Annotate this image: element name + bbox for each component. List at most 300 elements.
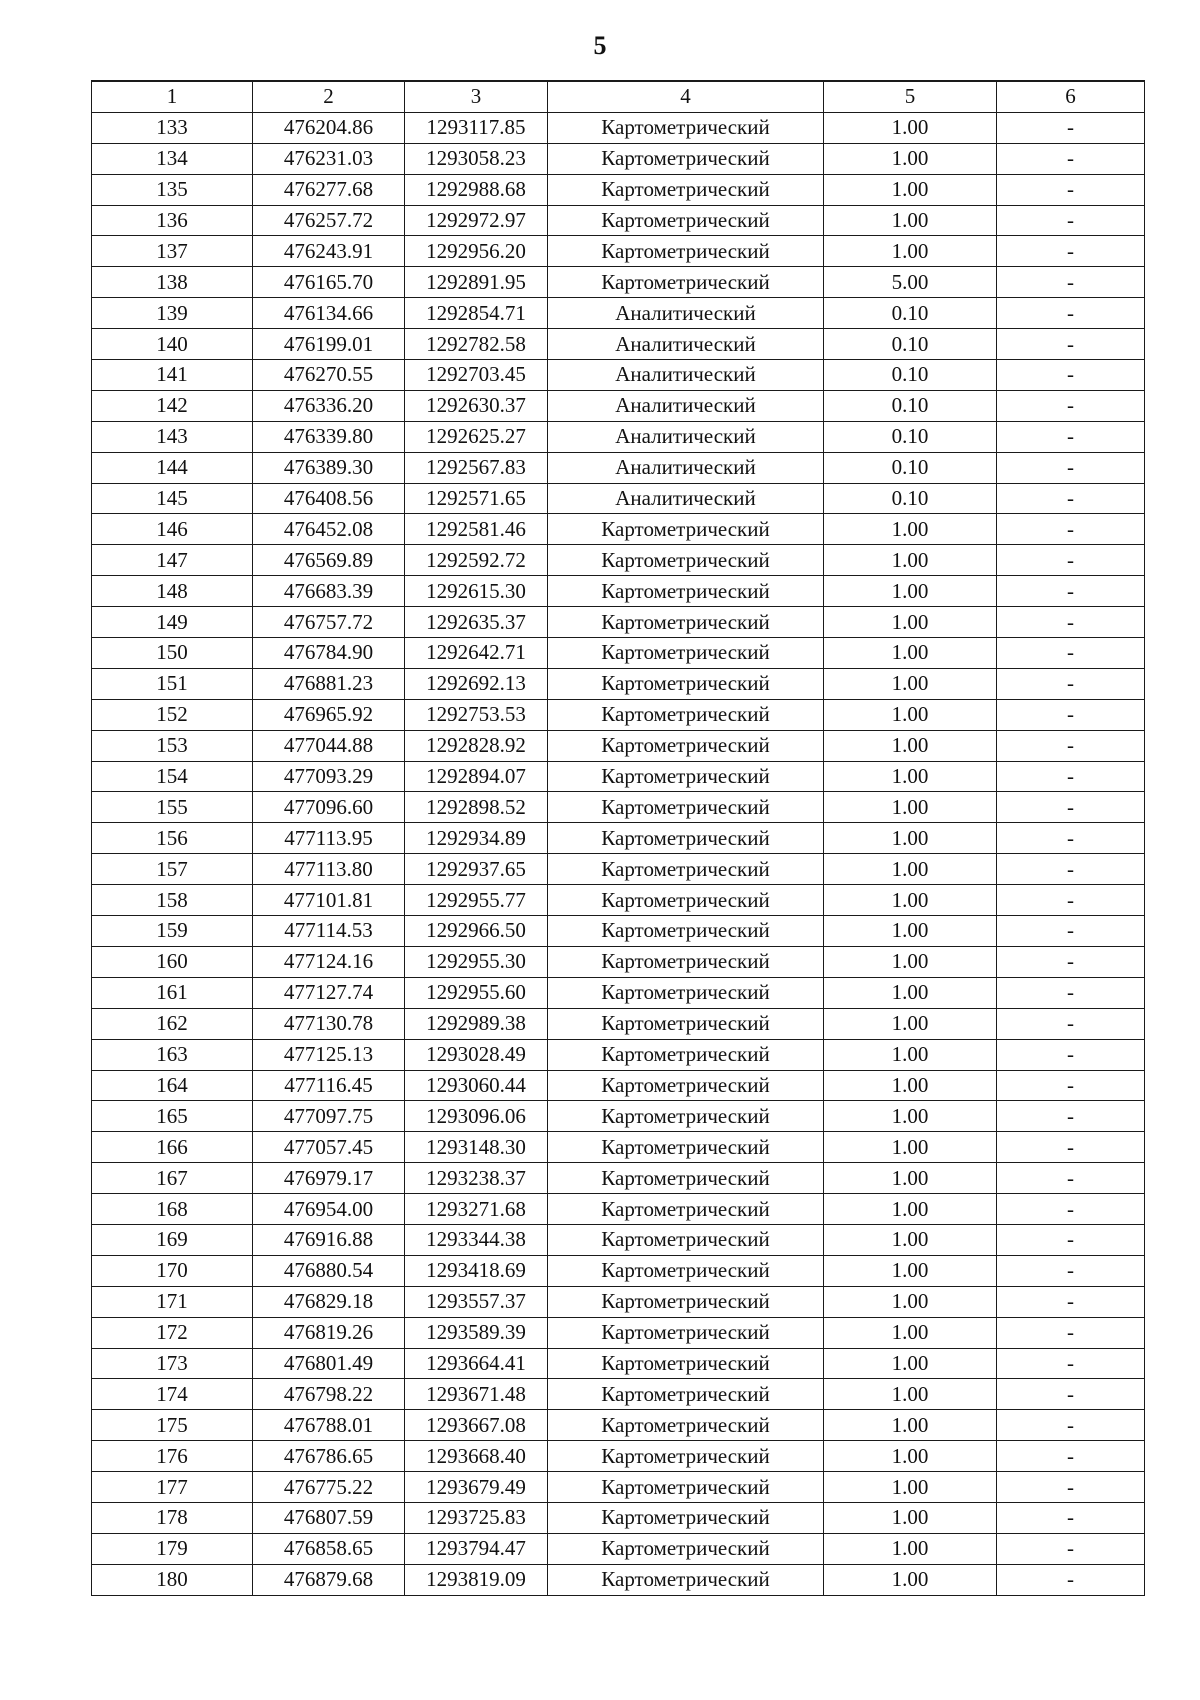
y-coordinate-cell: 1293060.44 [405, 1070, 548, 1101]
x-coordinate-cell: 476829.18 [253, 1286, 405, 1317]
table-row [92, 1286, 1145, 1317]
method-cell: Картометрический [548, 1163, 824, 1194]
accuracy-cell: 1.00 [824, 514, 997, 545]
point-number-cell: 173 [92, 1348, 253, 1379]
method-cell: Картометрический [548, 174, 824, 205]
accuracy-cell: 1.00 [824, 1533, 997, 1564]
accuracy-cell: 1.00 [824, 916, 997, 947]
y-coordinate-cell: 1293344.38 [405, 1224, 548, 1255]
page-number: 5 [593, 31, 607, 60]
accuracy-cell: 1.00 [824, 1008, 997, 1039]
point-number-cell: 148 [92, 576, 253, 607]
accuracy-cell: 1.00 [824, 761, 997, 792]
note-cell: - [997, 1132, 1145, 1163]
x-coordinate-cell: 476134.66 [253, 298, 405, 329]
y-coordinate-cell: 1292988.68 [405, 174, 548, 205]
column-header-3: 3 [405, 81, 548, 112]
point-number-cell: 139 [92, 298, 253, 329]
method-cell: Картометрический [548, 638, 824, 669]
y-coordinate-cell: 1292894.07 [405, 761, 548, 792]
method-cell: Аналитический [548, 329, 824, 360]
x-coordinate-cell: 476339.80 [253, 421, 405, 452]
y-coordinate-cell: 1292642.71 [405, 638, 548, 669]
accuracy-cell: 1.00 [824, 236, 997, 267]
y-coordinate-cell: 1292955.30 [405, 946, 548, 977]
note-cell: - [997, 1348, 1145, 1379]
x-coordinate-cell: 476807.59 [253, 1502, 405, 1533]
note-cell: - [997, 1317, 1145, 1348]
note-cell: - [997, 1039, 1145, 1070]
y-coordinate-cell: 1292692.13 [405, 668, 548, 699]
y-coordinate-cell: 1292956.20 [405, 236, 548, 267]
table-header [92, 81, 1145, 112]
table-row [92, 143, 1145, 174]
note-cell: - [997, 421, 1145, 452]
accuracy-cell: 1.00 [824, 1472, 997, 1503]
x-coordinate-cell: 476954.00 [253, 1194, 405, 1225]
x-coordinate-cell: 476965.92 [253, 699, 405, 730]
method-cell: Картометрический [548, 1379, 824, 1410]
table-row [92, 1533, 1145, 1564]
note-cell: - [997, 1224, 1145, 1255]
y-coordinate-cell: 1292615.30 [405, 576, 548, 607]
note-cell: - [997, 1163, 1145, 1194]
y-coordinate-cell: 1292854.71 [405, 298, 548, 329]
y-coordinate-cell: 1292934.89 [405, 823, 548, 854]
method-cell: Картометрический [548, 1348, 824, 1379]
accuracy-cell: 1.00 [824, 1441, 997, 1472]
table-row [92, 977, 1145, 1008]
point-number-cell: 168 [92, 1194, 253, 1225]
y-coordinate-cell: 1293668.40 [405, 1441, 548, 1472]
accuracy-cell: 1.00 [824, 977, 997, 1008]
y-coordinate-cell: 1292592.72 [405, 545, 548, 576]
table-row [92, 1379, 1145, 1410]
method-cell: Картометрический [548, 112, 824, 143]
x-coordinate-cell: 476801.49 [253, 1348, 405, 1379]
table-row [92, 792, 1145, 823]
method-cell: Картометрический [548, 730, 824, 761]
table-row [92, 1502, 1145, 1533]
method-cell: Картометрический [548, 545, 824, 576]
method-cell: Аналитический [548, 298, 824, 329]
accuracy-cell: 1.00 [824, 545, 997, 576]
method-cell: Картометрический [548, 143, 824, 174]
method-cell: Картометрический [548, 1224, 824, 1255]
point-number-cell: 175 [92, 1410, 253, 1441]
method-cell: Картометрический [548, 885, 824, 916]
note-cell: - [997, 1255, 1145, 1286]
y-coordinate-cell: 1292630.37 [405, 390, 548, 421]
point-number-cell: 143 [92, 421, 253, 452]
point-number-cell: 157 [92, 854, 253, 885]
table-row [92, 730, 1145, 761]
accuracy-cell: 1.00 [824, 1224, 997, 1255]
note-cell: - [997, 576, 1145, 607]
x-coordinate-cell: 477096.60 [253, 792, 405, 823]
point-number-cell: 160 [92, 946, 253, 977]
x-coordinate-cell: 476880.54 [253, 1255, 405, 1286]
table-row [92, 761, 1145, 792]
point-number-cell: 174 [92, 1379, 253, 1410]
y-coordinate-cell: 1292635.37 [405, 607, 548, 638]
note-cell: - [997, 112, 1145, 143]
y-coordinate-cell: 1292571.65 [405, 483, 548, 514]
point-number-cell: 144 [92, 452, 253, 483]
y-coordinate-cell: 1293148.30 [405, 1132, 548, 1163]
table-row [92, 236, 1145, 267]
point-number-cell: 147 [92, 545, 253, 576]
accuracy-cell: 1.00 [824, 885, 997, 916]
x-coordinate-cell: 476231.03 [253, 143, 405, 174]
x-coordinate-cell: 476979.17 [253, 1163, 405, 1194]
column-header-4: 4 [548, 81, 824, 112]
y-coordinate-cell: 1292567.83 [405, 452, 548, 483]
table-row [92, 1441, 1145, 1472]
y-coordinate-cell: 1292891.95 [405, 267, 548, 298]
method-cell: Картометрический [548, 1502, 824, 1533]
y-coordinate-cell: 1293671.48 [405, 1379, 548, 1410]
y-coordinate-cell: 1292955.60 [405, 977, 548, 1008]
accuracy-cell: 1.00 [824, 112, 997, 143]
point-number-cell: 170 [92, 1255, 253, 1286]
accuracy-cell: 0.10 [824, 298, 997, 329]
note-cell: - [997, 761, 1145, 792]
x-coordinate-cell: 476389.30 [253, 452, 405, 483]
table-row [92, 946, 1145, 977]
accuracy-cell: 1.00 [824, 1502, 997, 1533]
table-row [92, 421, 1145, 452]
y-coordinate-cell: 1292753.53 [405, 699, 548, 730]
table-row [92, 823, 1145, 854]
table-row [92, 699, 1145, 730]
x-coordinate-cell: 477116.45 [253, 1070, 405, 1101]
table-row [92, 668, 1145, 699]
point-number-cell: 171 [92, 1286, 253, 1317]
x-coordinate-cell: 476243.91 [253, 236, 405, 267]
point-number-cell: 138 [92, 267, 253, 298]
x-coordinate-cell: 476569.89 [253, 545, 405, 576]
method-cell: Картометрический [548, 1441, 824, 1472]
x-coordinate-cell: 476165.70 [253, 267, 405, 298]
point-number-cell: 163 [92, 1039, 253, 1070]
accuracy-cell: 1.00 [824, 730, 997, 761]
table-row [92, 545, 1145, 576]
table-row [92, 1008, 1145, 1039]
x-coordinate-cell: 477097.75 [253, 1101, 405, 1132]
table-row [92, 1039, 1145, 1070]
method-cell: Картометрический [548, 1533, 824, 1564]
note-cell: - [997, 1472, 1145, 1503]
y-coordinate-cell: 1292782.58 [405, 329, 548, 360]
accuracy-cell: 1.00 [824, 1039, 997, 1070]
table-row [92, 854, 1145, 885]
table-row [92, 390, 1145, 421]
method-cell: Картометрический [548, 977, 824, 1008]
note-cell: - [997, 885, 1145, 916]
point-number-cell: 155 [92, 792, 253, 823]
point-number-cell: 162 [92, 1008, 253, 1039]
point-number-cell: 159 [92, 916, 253, 947]
y-coordinate-cell: 1293058.23 [405, 143, 548, 174]
x-coordinate-cell: 477101.81 [253, 885, 405, 916]
note-cell: - [997, 236, 1145, 267]
method-cell: Картометрический [548, 1564, 824, 1595]
method-cell: Аналитический [548, 421, 824, 452]
x-coordinate-cell: 476408.56 [253, 483, 405, 514]
method-cell: Картометрический [548, 1008, 824, 1039]
accuracy-cell: 1.00 [824, 174, 997, 205]
y-coordinate-cell: 1293028.49 [405, 1039, 548, 1070]
table-row [92, 267, 1145, 298]
table-row [92, 205, 1145, 236]
point-number-cell: 153 [92, 730, 253, 761]
accuracy-cell: 5.00 [824, 267, 997, 298]
point-number-cell: 178 [92, 1502, 253, 1533]
table-row [92, 885, 1145, 916]
accuracy-cell: 1.00 [824, 854, 997, 885]
method-cell: Картометрический [548, 792, 824, 823]
method-cell: Картометрический [548, 1070, 824, 1101]
accuracy-cell: 1.00 [824, 823, 997, 854]
note-cell: - [997, 916, 1145, 947]
accuracy-cell: 0.10 [824, 421, 997, 452]
note-cell: - [997, 143, 1145, 174]
x-coordinate-cell: 476786.65 [253, 1441, 405, 1472]
note-cell: - [997, 329, 1145, 360]
note-cell: - [997, 360, 1145, 391]
method-cell: Картометрический [548, 514, 824, 545]
table-row [92, 112, 1145, 143]
method-cell: Аналитический [548, 483, 824, 514]
point-number-cell: 141 [92, 360, 253, 391]
point-number-cell: 137 [92, 236, 253, 267]
note-cell: - [997, 977, 1145, 1008]
method-cell: Картометрический [548, 761, 824, 792]
y-coordinate-cell: 1293794.47 [405, 1533, 548, 1564]
note-cell: - [997, 730, 1145, 761]
accuracy-cell: 0.10 [824, 360, 997, 391]
note-cell: - [997, 823, 1145, 854]
point-number-cell: 146 [92, 514, 253, 545]
table-row [92, 360, 1145, 391]
note-cell: - [997, 1564, 1145, 1595]
accuracy-cell: 1.00 [824, 1163, 997, 1194]
x-coordinate-cell: 476788.01 [253, 1410, 405, 1441]
x-coordinate-cell: 477130.78 [253, 1008, 405, 1039]
accuracy-cell: 0.10 [824, 452, 997, 483]
note-cell: - [997, 514, 1145, 545]
x-coordinate-cell: 477113.80 [253, 854, 405, 885]
x-coordinate-cell: 476798.22 [253, 1379, 405, 1410]
table-row [92, 1348, 1145, 1379]
point-number-cell: 142 [92, 390, 253, 421]
x-coordinate-cell: 476757.72 [253, 607, 405, 638]
y-coordinate-cell: 1292989.38 [405, 1008, 548, 1039]
table-row [92, 576, 1145, 607]
table-row [92, 1564, 1145, 1595]
accuracy-cell: 1.00 [824, 1194, 997, 1225]
point-number-cell: 134 [92, 143, 253, 174]
table-row [92, 1317, 1145, 1348]
table-row [92, 483, 1145, 514]
note-cell: - [997, 1008, 1145, 1039]
note-cell: - [997, 452, 1145, 483]
column-header-6: 6 [997, 81, 1145, 112]
method-cell: Картометрический [548, 1132, 824, 1163]
x-coordinate-cell: 477124.16 [253, 946, 405, 977]
table-row [92, 1163, 1145, 1194]
point-number-cell: 156 [92, 823, 253, 854]
table-row [92, 916, 1145, 947]
note-cell: - [997, 1441, 1145, 1472]
x-coordinate-cell: 477057.45 [253, 1132, 405, 1163]
note-cell: - [997, 205, 1145, 236]
y-coordinate-cell: 1292937.65 [405, 854, 548, 885]
table-row [92, 298, 1145, 329]
y-coordinate-cell: 1292972.97 [405, 205, 548, 236]
y-coordinate-cell: 1293096.06 [405, 1101, 548, 1132]
accuracy-cell: 0.10 [824, 390, 997, 421]
accuracy-cell: 1.00 [824, 1286, 997, 1317]
accuracy-cell: 1.00 [824, 699, 997, 730]
method-cell: Картометрический [548, 1194, 824, 1225]
accuracy-cell: 1.00 [824, 792, 997, 823]
note-cell: - [997, 1101, 1145, 1132]
method-cell: Картометрический [548, 1410, 824, 1441]
coordinates-table [91, 80, 1145, 1596]
method-cell: Картометрический [548, 823, 824, 854]
y-coordinate-cell: 1292828.92 [405, 730, 548, 761]
table-row [92, 329, 1145, 360]
table-row [92, 1410, 1145, 1441]
y-coordinate-cell: 1293418.69 [405, 1255, 548, 1286]
table-row [92, 1101, 1145, 1132]
point-number-cell: 166 [92, 1132, 253, 1163]
method-cell: Картометрический [548, 916, 824, 947]
x-coordinate-cell: 476775.22 [253, 1472, 405, 1503]
point-number-cell: 145 [92, 483, 253, 514]
note-cell: - [997, 1194, 1145, 1225]
method-cell: Аналитический [548, 390, 824, 421]
table-row [92, 1070, 1145, 1101]
y-coordinate-cell: 1292966.50 [405, 916, 548, 947]
point-number-cell: 180 [92, 1564, 253, 1595]
point-number-cell: 152 [92, 699, 253, 730]
y-coordinate-cell: 1292898.52 [405, 792, 548, 823]
note-cell: - [997, 1502, 1145, 1533]
method-cell: Картометрический [548, 267, 824, 298]
accuracy-cell: 1.00 [824, 1317, 997, 1348]
accuracy-cell: 1.00 [824, 638, 997, 669]
method-cell: Аналитический [548, 360, 824, 391]
x-coordinate-cell: 476858.65 [253, 1533, 405, 1564]
y-coordinate-cell: 1293819.09 [405, 1564, 548, 1595]
x-coordinate-cell: 477044.88 [253, 730, 405, 761]
column-header-2: 2 [253, 81, 405, 112]
note-cell: - [997, 699, 1145, 730]
table-row [92, 638, 1145, 669]
point-number-cell: 150 [92, 638, 253, 669]
point-number-cell: 165 [92, 1101, 253, 1132]
accuracy-cell: 1.00 [824, 1132, 997, 1163]
point-number-cell: 154 [92, 761, 253, 792]
table-row [92, 607, 1145, 638]
table-row [92, 1472, 1145, 1503]
point-number-cell: 164 [92, 1070, 253, 1101]
point-number-cell: 177 [92, 1472, 253, 1503]
accuracy-cell: 1.00 [824, 1564, 997, 1595]
method-cell: Картометрический [548, 1039, 824, 1070]
note-cell: - [997, 668, 1145, 699]
accuracy-cell: 1.00 [824, 205, 997, 236]
table-row [92, 174, 1145, 205]
y-coordinate-cell: 1293664.41 [405, 1348, 548, 1379]
table-row [92, 1255, 1145, 1286]
accuracy-cell: 1.00 [824, 1070, 997, 1101]
x-coordinate-cell: 476784.90 [253, 638, 405, 669]
header-row [92, 81, 1145, 112]
note-cell: - [997, 638, 1145, 669]
x-coordinate-cell: 476204.86 [253, 112, 405, 143]
x-coordinate-cell: 476683.39 [253, 576, 405, 607]
method-cell: Картометрический [548, 1255, 824, 1286]
x-coordinate-cell: 476199.01 [253, 329, 405, 360]
table-row [92, 1194, 1145, 1225]
y-coordinate-cell: 1293667.08 [405, 1410, 548, 1441]
note-cell: - [997, 1379, 1145, 1410]
accuracy-cell: 1.00 [824, 576, 997, 607]
point-number-cell: 149 [92, 607, 253, 638]
x-coordinate-cell: 477113.95 [253, 823, 405, 854]
note-cell: - [997, 946, 1145, 977]
table-row [92, 1132, 1145, 1163]
method-cell: Картометрический [548, 1101, 824, 1132]
note-cell: - [997, 267, 1145, 298]
accuracy-cell: 0.10 [824, 329, 997, 360]
x-coordinate-cell: 476270.55 [253, 360, 405, 391]
method-cell: Картометрический [548, 1317, 824, 1348]
x-coordinate-cell: 476879.68 [253, 1564, 405, 1595]
table-row [92, 452, 1145, 483]
note-cell: - [997, 1070, 1145, 1101]
table-body [92, 112, 1145, 1595]
point-number-cell: 161 [92, 977, 253, 1008]
y-coordinate-cell: 1293679.49 [405, 1472, 548, 1503]
point-number-cell: 135 [92, 174, 253, 205]
accuracy-cell: 1.00 [824, 1379, 997, 1410]
column-header-1: 1 [92, 81, 253, 112]
y-coordinate-cell: 1292703.45 [405, 360, 548, 391]
method-cell: Картометрический [548, 236, 824, 267]
note-cell: - [997, 298, 1145, 329]
method-cell: Картометрический [548, 946, 824, 977]
table-row [92, 1224, 1145, 1255]
note-cell: - [997, 545, 1145, 576]
note-cell: - [997, 854, 1145, 885]
note-cell: - [997, 390, 1145, 421]
accuracy-cell: 1.00 [824, 1101, 997, 1132]
x-coordinate-cell: 476452.08 [253, 514, 405, 545]
x-coordinate-cell: 476277.68 [253, 174, 405, 205]
method-cell: Картометрический [548, 668, 824, 699]
note-cell: - [997, 1533, 1145, 1564]
y-coordinate-cell: 1293117.85 [405, 112, 548, 143]
point-number-cell: 133 [92, 112, 253, 143]
accuracy-cell: 1.00 [824, 607, 997, 638]
x-coordinate-cell: 477127.74 [253, 977, 405, 1008]
y-coordinate-cell: 1293589.39 [405, 1317, 548, 1348]
